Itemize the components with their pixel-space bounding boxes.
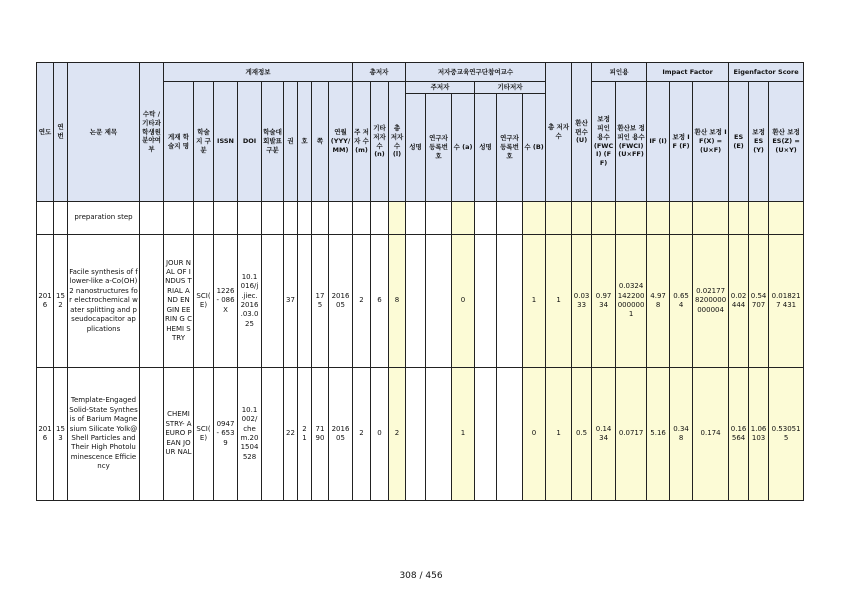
header-other-name: 성명 <box>475 94 497 202</box>
cell-if: 5.16 <box>647 368 670 501</box>
cell-total-authors: 1 <box>546 235 572 368</box>
cell-page <box>312 202 329 235</box>
cell-date: 2016 05 <box>329 368 353 501</box>
cell-main-id <box>426 202 452 235</box>
cell-total-authors <box>546 202 572 235</box>
cell-volume: 37 <box>284 235 298 368</box>
cell-other-authors: 6 <box>371 235 389 368</box>
cell-date <box>329 202 353 235</box>
cell-title: Facile synthesis of flower-like a-Co(OH)2 nanostructures for electrochemical water splitting and pseudocapacitor applications <box>68 235 140 368</box>
cell-fwci: 0.97 34 <box>592 235 616 368</box>
cell-doi: 10.1 016/j .jiec. 2016 .03.0 25 <box>238 235 262 368</box>
cell-main-name <box>406 368 426 501</box>
header-group-publication: 게재정보 <box>164 63 353 82</box>
cell-converted-fwci <box>616 202 647 235</box>
cell-other-count: 0 <box>523 368 546 501</box>
header-es: ES (E) <box>729 82 749 202</box>
cell-rnd <box>140 202 164 235</box>
cell-other-id <box>497 235 523 368</box>
header-if-adjusted: 보정 IF (F) <box>670 82 693 202</box>
header-total-authors: 총 저자 수 <box>546 63 572 202</box>
cell-if-converted <box>693 202 729 235</box>
cell-journal-class <box>262 235 284 368</box>
cell-other-name <box>475 202 497 235</box>
cell-converted-fwci: 0.0324 142200 000000 1 <box>616 235 647 368</box>
cell-all-authors <box>389 202 406 235</box>
header-seq: 연번 <box>54 63 68 202</box>
cell-converted-fwci: 0.0717 <box>616 368 647 501</box>
cell-es: 0.02 444 <box>729 235 749 368</box>
cell-main-authors: 2 <box>353 368 371 501</box>
cell-journal-type: SCI( E) <box>194 368 214 501</box>
header-es-adjusted: 보정 ES (Y) <box>749 82 769 202</box>
cell-other-authors: 0 <box>371 368 389 501</box>
cell-converted-count <box>572 202 592 235</box>
cell-other-name <box>475 235 497 368</box>
cell-main-name <box>406 235 426 368</box>
cell-if <box>647 202 670 235</box>
header-main-name: 성명 <box>406 94 426 202</box>
cell-main-id <box>426 368 452 501</box>
header-year: 연도 <box>37 63 54 202</box>
cell-main-authors <box>353 202 371 235</box>
cell-date: 2016 05 <box>329 235 353 368</box>
cell-journal <box>164 202 194 235</box>
cell-issue <box>298 235 312 368</box>
cell-if-adjusted <box>670 202 693 235</box>
cell-journal-class <box>262 368 284 501</box>
header-page: 쪽 <box>312 82 329 202</box>
cell-seq: 15 2 <box>54 235 68 368</box>
header-if-converted: 환산 보정 IF(X) = (U×F) <box>693 82 729 202</box>
header-issue: 호 <box>298 82 312 202</box>
header-other-id: 연구자 등록번 호 <box>497 94 523 202</box>
cell-es: 0.16 564 <box>729 368 749 501</box>
cell-total-authors: 1 <box>546 368 572 501</box>
cell-title: preparation step <box>68 202 140 235</box>
header-es-converted: 환산 보정 ES(Z) =(U×Y) <box>769 82 804 202</box>
header-sub-main-author: 주저자 <box>406 82 475 94</box>
cell-page: 17 5 <box>312 235 329 368</box>
cell-if-adjusted: 0.34 8 <box>670 368 693 501</box>
page-number: 308 / 456 <box>399 571 443 581</box>
cell-es-adjusted <box>749 202 769 235</box>
header-if: IF (I) <box>647 82 670 202</box>
cell-issn: 1226 - 086X <box>214 235 238 368</box>
header-converted-fwci: 환산보 정피인 용수 (FWCI) (U×FF) <box>616 82 647 202</box>
cell-rnd <box>140 235 164 368</box>
cell-fwci: 0.14 34 <box>592 368 616 501</box>
cell-journal: JOUR NAL OF INDUS TRIAL AND ENGIN EERIN G CHEMI STRY <box>164 235 194 368</box>
cell-converted-count: 0.5 <box>572 368 592 501</box>
cell-issue <box>298 202 312 235</box>
cell-main-count: 1 <box>452 368 475 501</box>
cell-main-id <box>426 235 452 368</box>
cell-main-count: 0 <box>452 235 475 368</box>
cell-rnd <box>140 368 164 501</box>
header-all-authors: 총 저자 수 (l) <box>389 82 406 202</box>
cell-doi: 10.1 002/ che m.20 1504 528 <box>238 368 262 501</box>
cell-fwci <box>592 202 616 235</box>
header-main-count: 수 (a) <box>452 94 475 202</box>
cell-es-adjusted: 0.54 707 <box>749 235 769 368</box>
cell-journal: CHEMI STRY- A EURO PEAN JOUR NAL <box>164 368 194 501</box>
cell-title: Template-Engaged Solid-State Synthesis of Barium Magnesium Silicate Yolk@Shell Particles and Their High Photoluminescence Efficiency <box>68 368 140 501</box>
cell-if-adjusted: 0.65 4 <box>670 235 693 368</box>
cell-journal-type <box>194 202 214 235</box>
table-row <box>37 368 804 501</box>
header-group-eigenfactor: Eigenfactor Score <box>729 63 804 82</box>
cell-main-count <box>452 202 475 235</box>
cell-other-id <box>497 368 523 501</box>
cell-converted-count: 0.03 33 <box>572 235 592 368</box>
header-volume: 권 <box>284 82 298 202</box>
header-group-joint-professors: 저자중교육연구단참여교수 <box>406 63 546 82</box>
cell-doi <box>238 202 262 235</box>
cell-main-name <box>406 202 426 235</box>
header-main-id: 연구자 등록번 호 <box>426 94 452 202</box>
cell-issn: 0947 - 6539 <box>214 368 238 501</box>
cell-es-adjusted: 1.06 103 <box>749 368 769 501</box>
cell-other-name <box>475 368 497 501</box>
header-journal-type: 학술 지 구분 <box>194 82 214 202</box>
header-group-impact-factor: Impact Factor <box>647 63 729 82</box>
cell-es-converted: 0.018217 431 <box>769 235 804 368</box>
cell-es <box>729 202 749 235</box>
cell-year: 201 6 <box>37 368 54 501</box>
table-row <box>37 202 804 235</box>
cell-page: 71 90 <box>312 368 329 501</box>
cell-year <box>37 202 54 235</box>
header-sub-other-author: 기타저자 <box>475 82 546 94</box>
header-journal-class: 학술대 회발표 구분 <box>262 82 284 202</box>
cell-all-authors: 8 <box>389 235 406 368</box>
cell-seq: 15 3 <box>54 368 68 501</box>
cell-all-authors: 2 <box>389 368 406 501</box>
header-date: 연월 (YYY/ MM) <box>329 82 353 202</box>
cell-es-converted <box>769 202 804 235</box>
cell-other-count: 1 <box>523 235 546 368</box>
header-fwci: 보정 피인 용수 (FWC I) (FF) <box>592 82 616 202</box>
cell-if-converted: 0.02177 8200000 000004 <box>693 235 729 368</box>
header-title: 논문 제목 <box>68 63 140 202</box>
header-group-citations: 피인용 <box>592 63 647 82</box>
cell-main-authors: 2 <box>353 235 371 368</box>
header-main-authors: 주 저자 수 (m) <box>353 82 371 202</box>
cell-year: 201 6 <box>37 235 54 368</box>
cell-seq <box>54 202 68 235</box>
header-journal: 게재 학술지 명 <box>164 82 194 202</box>
cell-other-authors <box>371 202 389 235</box>
cell-journal-class <box>262 202 284 235</box>
cell-issn <box>214 202 238 235</box>
cell-issue: 2 1 <box>298 368 312 501</box>
cell-if: 4.97 8 <box>647 235 670 368</box>
header-issn: ISSN <box>214 82 238 202</box>
cell-if-converted: 0.174 <box>693 368 729 501</box>
table-row <box>37 235 804 368</box>
header-other-count: 수 (B) <box>523 94 546 202</box>
cell-journal-type: SCI( E) <box>194 235 214 368</box>
cell-other-count <box>523 202 546 235</box>
header-converted-count: 환산 편수 (U) <box>572 63 592 202</box>
header-other-authors: 기타 저자 수 (n) <box>371 82 389 202</box>
cell-other-id <box>497 202 523 235</box>
research-output-table <box>36 62 804 501</box>
cell-volume <box>284 202 298 235</box>
header-rnd-flag: 수탁 /기타과 학생원 분야여 부 <box>140 63 164 202</box>
header-group-authors: 총저자 <box>353 63 406 82</box>
header-doi: DOI <box>238 82 262 202</box>
cell-es-converted: 0.530515 <box>769 368 804 501</box>
cell-volume: 22 <box>284 368 298 501</box>
